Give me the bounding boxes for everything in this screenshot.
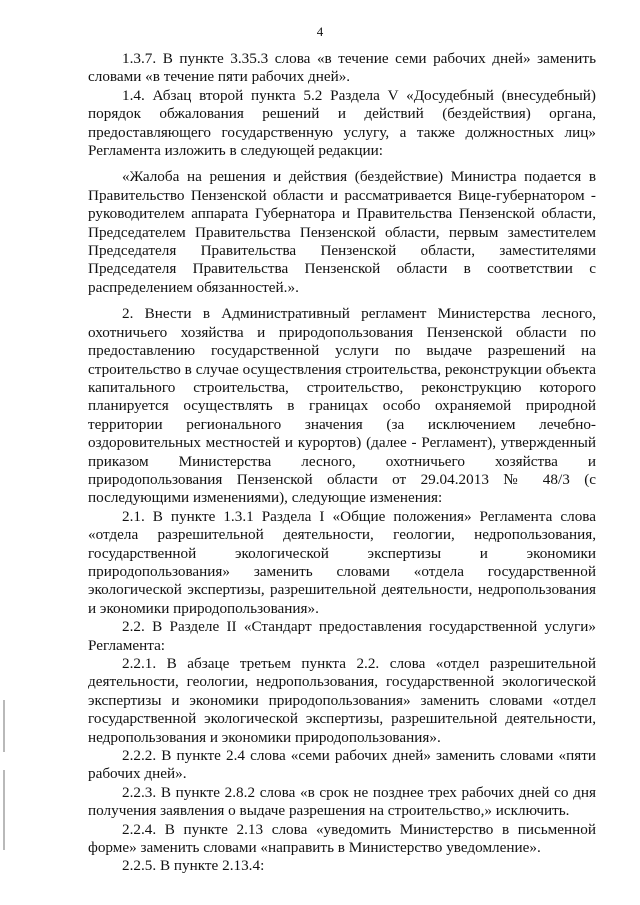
paragraph-2-1: 2.1. В пункте 1.3.1 Раздела I «Общие положения» Регламента слова «отдела разрешительной деятельности, геологии, недропользования, государственной экологической экспертизы и экономики природопользования» заменить словами «отдела государственной экологической экспертизы, разрешительной деятельности, недропользования и экономики природопользования». — [88, 507, 596, 617]
paragraph-1-3-7: 1.3.7. В пункте 3.35.3 слова «в течение семи рабочих дней» заменить словами «в течение пяти рабочих дней». — [88, 50, 596, 86]
paragraph-2-2-3: 2.2.3. В пункте 2.8.2 слова «в срок не позднее трех рабочих дней со дня получения заявления о выдаче разрешения на строительство,» исключить. — [88, 783, 596, 820]
document-body — [88, 50, 596, 876]
paragraph-2-2-5: 2.2.5. В пункте 2.13.4: — [122, 857, 265, 875]
paragraph-2-2-4: 2.2.4. В пункте 2.13 слова «уведомить Министерство в письменной форме» заменить словами «направить в Министерство уведомление». — [88, 820, 596, 857]
paragraph-2-2: 2.2. В Разделе II «Стандарт предоставления государственной услуги» Регламента: — [88, 618, 596, 654]
paragraph-1-4: 1.4. Абзац второй пункта 5.2 Раздела V «Досудебный (внесудебный) порядок обжалования решений и действий (бездействия) органа, предоставляющего государственную услугу, а также должностных лиц» Регламента изложить в следующей редакции: — [88, 86, 596, 160]
scan-margin-mark — [3, 770, 5, 850]
paragraph-2-2-2: 2.2.2. В пункте 2.4 слова «семи рабочих дней» заменить словами «пяти рабочих дней». — [88, 747, 596, 783]
paragraph-2: 2. Внести в Административный регламент Министерства лесного, охотничьего хозяйства и природопользования Пензенской области по предоставлению государственной услуги по выдаче разрешений на строительство в случае осуществления строительства, реконструкции объекта капитального строительства, строительство, реконструкцию которого планируется осуществлять в границах особо охраняемой природной территории регионального значения (за исключением лечебно-оздоровительных местностей и курортов) (далее - Регламент), утвержденный приказом Министерства лесного, охотничьего хозяйства и природопользования Пензенской области от 29.04.2013 № 48/3 (с последующими изменениями), следующие изменения: — [88, 305, 596, 507]
page-number: 4 — [316, 24, 324, 39]
scan-margin-mark — [3, 700, 5, 752]
paragraph-quote-complaint: «Жалоба на решения и действия (бездействие) Министра подается в Правительство Пензенской области и рассматривается Вице-губернатором - руководителем аппарата Губернатора и Правительства Пензенской области, Председателем Правительства Пензенской области, первым заместителем Председателя Правительства Пензенской области, заместителями Председателя Правительства Пензенской области в соответствии с распределением обязанностей.». — [88, 168, 596, 296]
paragraph-2-2-1: 2.2.1. В абзаце третьем пункта 2.2. слова «отдел разрешительной деятельности, геологии, недропользования, государственной экологической экспертизы и экономики природопользования» заменить словами «отдел государственной экологической экспертизы, разрешительной деятельности, недропользования и экономики природопользования». — [88, 655, 596, 746]
